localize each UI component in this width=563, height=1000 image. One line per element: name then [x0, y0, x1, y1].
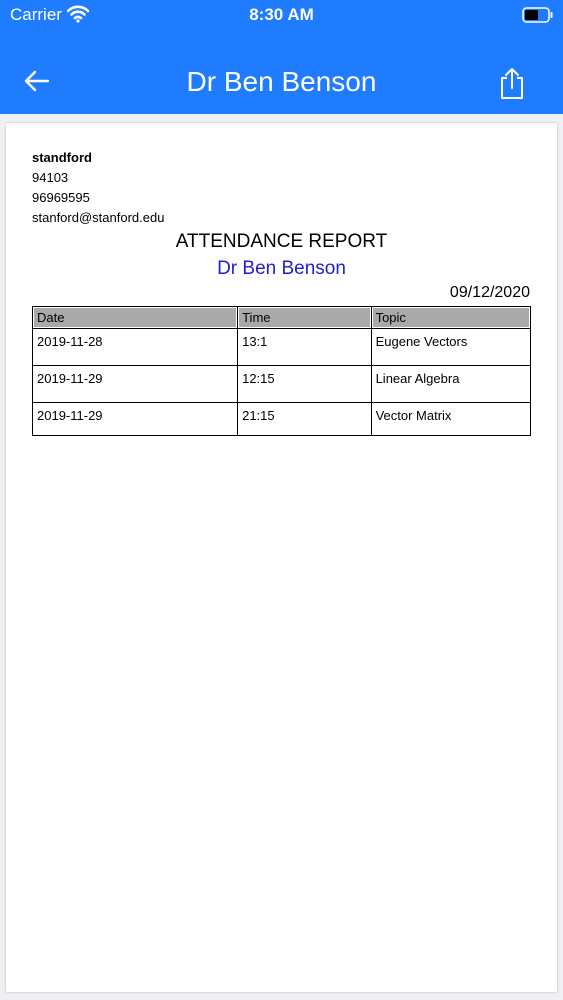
share-icon[interactable] — [496, 66, 528, 100]
cell-topic: Vector Matrix — [371, 403, 530, 436]
battery-icon — [522, 7, 554, 23]
app-header — [0, 0, 563, 114]
cell-time: 21:15 — [238, 403, 371, 436]
report-date: 09/12/2020 — [449, 284, 530, 301]
cell-time: 12:15 — [238, 366, 371, 403]
column-header-time: Time — [238, 307, 371, 329]
report-document — [6, 123, 557, 992]
table-row — [33, 329, 531, 366]
org-email: stanford@stanford.edu — [32, 210, 165, 225]
org-phone: 96969595 — [32, 190, 90, 205]
carrier-label: Carrier — [10, 5, 62, 24]
org-zip: 94103 — [32, 170, 69, 185]
nav-bar — [0, 52, 563, 114]
cell-topic: Linear Algebra — [371, 366, 530, 403]
page-title: Dr Ben Benson — [186, 66, 377, 97]
status-bar — [0, 0, 563, 30]
attendance-table — [32, 306, 531, 436]
cell-date: 2019-11-29 — [33, 366, 238, 403]
table-header-row — [33, 307, 531, 329]
status-time: 8:30 AM — [249, 5, 314, 24]
cell-date: 2019-11-28 — [33, 329, 238, 366]
cell-time: 13:1 — [238, 329, 371, 366]
report-subtitle: Dr Ben Benson — [217, 258, 346, 279]
report-title: ATTENDANCE REPORT — [175, 231, 388, 252]
column-header-date: Date — [33, 307, 238, 329]
cell-date: 2019-11-29 — [33, 403, 238, 436]
cell-topic: Eugene Vectors — [371, 329, 530, 366]
table-row — [33, 366, 531, 403]
table-row — [33, 403, 531, 436]
column-header-topic: Topic — [371, 307, 530, 329]
org-name: standford — [32, 150, 92, 165]
